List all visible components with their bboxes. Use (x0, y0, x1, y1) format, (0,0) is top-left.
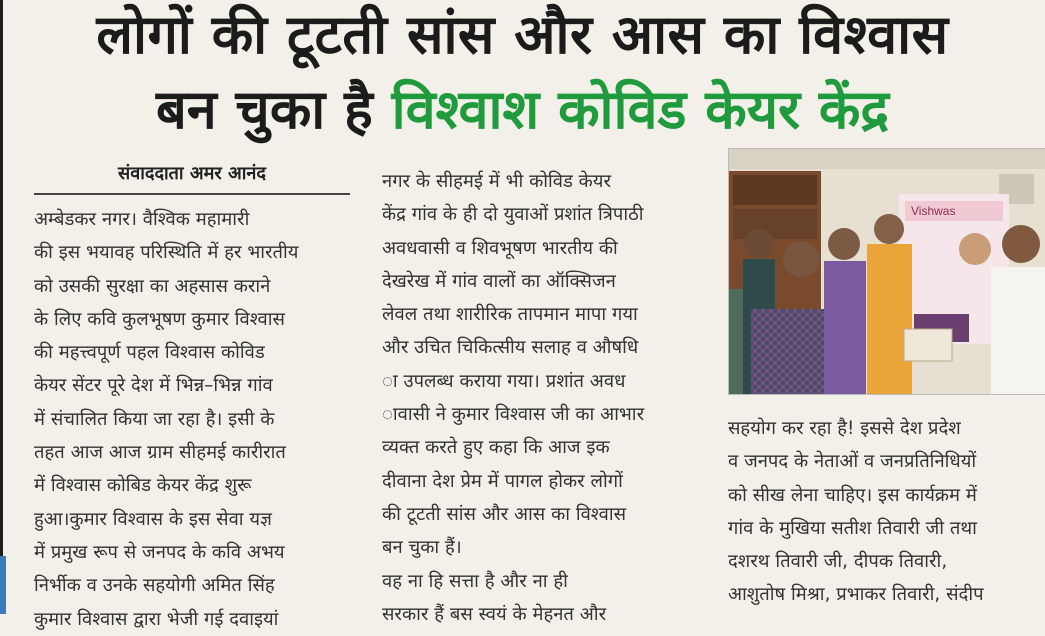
byline: संवाददाता अमर आनंद (118, 163, 266, 184)
article-line: की महत्त्वपूर्ण पहल विश्वास कोविड (34, 342, 265, 364)
article-line: दीवाना देश प्रेम में पागल होकर लोगों (382, 470, 623, 492)
article-line: लेवल तथा शारीरिक तापमान मापा गया (382, 304, 638, 326)
article-line: आशुतोष मिश्रा, प्रभाकर तिवारी, संदीप (728, 584, 984, 606)
article-line: में प्रमुख रूप से जनपद के कवि अभय (34, 541, 285, 563)
article-line: और उचित चिकित्सीय सलाह व औषधि (382, 337, 639, 359)
article-line: बन चुका हैं। (382, 537, 462, 559)
article-line: केयर सेंटर पूरे देश में भिन्न–भिन्न गांव (34, 375, 273, 397)
article-line: को सीख लेना चाहिए। इस कार्यक्रम में (728, 484, 977, 506)
article-column-2 (382, 165, 704, 631)
article-line: के लिए कवि कुलभूषण कुमार विश्वास (34, 308, 285, 330)
article-line: दशरथ तिवारी जी, दीपक तिवारी, (728, 551, 948, 573)
headline-line-2-green: विश्वाश कोविड केयर केंद्र (391, 78, 890, 141)
article-line: को उसकी सुरक्षा का अहसास कराने (34, 275, 271, 297)
article-line: में संचालित किया जा रहा है। इसी के (34, 408, 275, 430)
article-line: देखरेख में गांव वालों का ऑक्सिजन (382, 270, 616, 292)
headline-line-2-black: बन चुका है (155, 78, 373, 141)
article-line: की टूटती सांस और आस का विश्वास (382, 503, 627, 525)
article-line: वह ना हि सत्ता है और ना ही (382, 570, 568, 592)
article-line: ावासी ने कुमार विश्वास जी का आभार (382, 404, 645, 426)
article-line: केंद्र गांव के ही दो युवाओं प्रशांत त्रिपाठी (382, 204, 644, 226)
headline-line-1: लोगों की टूटती सांस और आस का विश्वास (96, 3, 949, 66)
news-photo (728, 148, 1045, 395)
article-line: अम्बेडकर नगर। वैश्विक महामारी (34, 209, 250, 230)
article-line: नगर के सीहमई में भी कोविड केयर (382, 171, 611, 192)
article-line: कुमार विश्वास द्वारा भेजी गई दवाइयां (34, 608, 279, 630)
article-line: ा उपलब्ध कराया गया। प्रशांत अवध (382, 370, 626, 392)
article-line: में विश्वास कोबिड केयर केंद्र शुरू (34, 475, 252, 497)
article-line: व जनपद के नेताओं व जनप्रतिनिधियों (728, 451, 977, 473)
article-line: की इस भयावह परिस्थिति में हर भारतीय (34, 242, 299, 264)
byline-divider (34, 193, 350, 195)
article-line: हुआ।कुमार विश्वास के इस सेवा यज्ञ (34, 508, 272, 530)
article-line: सरकार हैं बस स्वयं के मेहनत और (382, 603, 607, 625)
headline-line-2 (0, 78, 1045, 141)
article-column-3 (728, 412, 1045, 612)
article-line: तहत आज आज ग्राम सीहमई कारीरात (34, 442, 286, 464)
poster-text: Vishwas (911, 204, 956, 218)
article-line: सहयोग कर रहा है! इससे देश प्रदेश (728, 418, 961, 439)
corner-color-stripe (0, 556, 6, 614)
article-line: गांव के मुखिया सतीश तिवारी जी तथा (728, 517, 977, 539)
article-line: निर्भीक व उनके सहयोगी अमित सिंह (34, 575, 275, 597)
article-column-1 (34, 203, 356, 636)
article-line: अवधवासी व शिवभूषण भारतीय की (382, 237, 618, 259)
article-line: व्यक्त करते हुए कहा कि आज इक (382, 437, 610, 459)
